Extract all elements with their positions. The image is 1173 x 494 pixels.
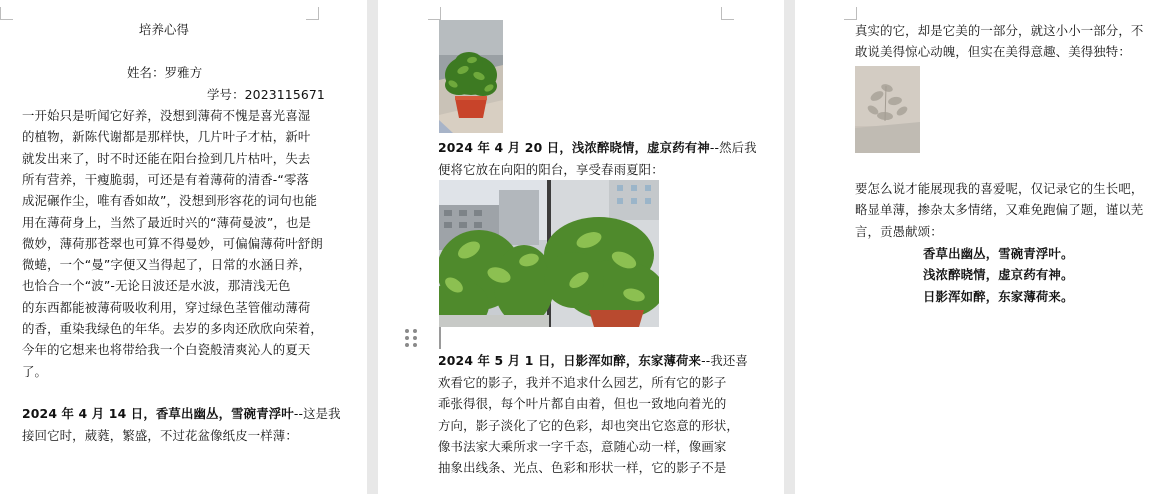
entry-date: 2024 年 4 月 14 日，: [22, 406, 156, 421]
paragraph-line: 也恰合一个“波”-无论日波还是水波，那清浅无色: [22, 278, 291, 294]
entry-3-first-line: [438, 350, 748, 371]
poem-line: 日影浑如醉，东家薄荷来。: [923, 288, 1074, 304]
entry-text: --我还喜: [701, 353, 748, 368]
paragraph-line: 方向，影子淡化了它的色彩，却也突出它恣意的形状，: [438, 417, 739, 433]
entry-text: --然后我: [709, 140, 757, 155]
paragraph-line: 抽象出线条、光点、色彩和形状一样，它的影子不是: [438, 460, 727, 476]
entry-text: --这是我: [293, 406, 341, 421]
paragraph-line: 真实的它，却是它美的一部分，就这小小一部分，不: [855, 23, 1144, 38]
entry-heading: 日影浑如醉，东家薄荷来: [563, 353, 702, 368]
paragraph-line: 所有营养，干瘦脆弱，可还是有着薄荷的清香-“零落: [22, 171, 310, 187]
entry-2-second-line: 便将它放在向阳的阳台，享受春雨夏阳：: [438, 162, 664, 177]
paragraph-line: 微妙，薄荷那苍翠也可算不得曼妙，可偏偏薄荷叶舒朗: [22, 235, 323, 251]
entry-date: 2024 年 5 月 1 日，: [438, 353, 564, 368]
crop-mark: [428, 7, 441, 20]
mint-shadow-photo[interactable]: [855, 66, 920, 153]
entry-date: 2024 年 4 月 20 日，: [438, 140, 572, 155]
student-id: 学号：2023115671: [207, 87, 325, 102]
poem-line: 香草出幽丛，雪碗青浮叶。: [923, 246, 1074, 261]
paragraph-line: 乖张得很，每个叶片都自由着，但也一致地向着光的: [438, 396, 727, 412]
mint-pot-photo[interactable]: [439, 20, 503, 133]
block-drag-handle[interactable]: [405, 328, 419, 350]
paragraph-line: 言，贡愚献颂：: [855, 223, 943, 239]
paragraph-line: 要怎么说才能展现我的喜爱呢，仅记录它的生长吧，: [855, 181, 1144, 196]
paragraph-line: 了。: [22, 363, 48, 379]
crop-mark: [721, 7, 734, 20]
poem-line: 浅浓醉晓情，虚京药有神。: [923, 267, 1074, 283]
document-page-2: [378, 0, 784, 494]
entry-1-second-line: 接回它时，葳蕤，繁盛，不过花盆像纸皮一样薄：: [22, 428, 298, 443]
entry-heading: 香草出幽丛，雪碗青浮叶: [155, 406, 294, 421]
entry-2-first-line: [438, 137, 757, 158]
document-page-1: [0, 0, 367, 494]
paragraph-line: 一开始只是听闻它好养，没想到薄荷不愧是喜光喜湿: [22, 108, 311, 123]
paragraph-line: 敢说美得惊心动魄，但实在美得意趣、美得独特：: [855, 44, 1131, 60]
paragraph-line: 用在薄荷身上，当然了最近时兴的“薄荷曼波”，也是: [22, 214, 312, 230]
mint-balcony-photo[interactable]: [439, 180, 659, 327]
paragraph-line: 的植物，新陈代谢都是那样快，几片叶子才枯，新叶: [22, 129, 311, 145]
paragraph-line: 微蜷，一个“曼”字便又当得起了，日常的水涵日养，: [22, 257, 312, 273]
text-cursor: [439, 327, 441, 349]
document-page-3: [795, 0, 1173, 494]
paragraph-line: 的东西都能被薄荷吸收利用，穿过绿色茎管催动薄荷: [22, 299, 311, 315]
paragraph-line: 就发出来了，时不时还能在阳台捡到几片枯叶，失去: [22, 150, 311, 166]
document-title: 培养心得: [138, 22, 190, 37]
author-name: 姓名：罗雅方: [127, 65, 203, 80]
crop-mark: [844, 7, 857, 20]
paragraph-line: 的香，重染我绿色的年华。去岁的多肉还欣欣向荣着，: [22, 321, 323, 336]
paragraph-line: 今年的它想来也将带给我一个白瓷般清爽沁人的夏天: [22, 342, 311, 358]
paragraph-line: 成泥碾作尘，唯有香如故”，没想到形容花的词句也能: [22, 193, 318, 209]
entry-heading: 浅浓醉晓情，虚京药有神: [571, 140, 710, 155]
paragraph-line: 欢看它的影子，我并不追求什么园艺，所有它的影子: [438, 375, 727, 390]
entry-1-first-line: [22, 403, 341, 424]
paragraph-line: 略显单薄，掺杂太多情绪，又难免跑偏了题，谨以芜: [855, 202, 1144, 218]
paragraph-line: 像书法家大乘所求一字千态，意随心动一样，像画家: [438, 438, 727, 454]
